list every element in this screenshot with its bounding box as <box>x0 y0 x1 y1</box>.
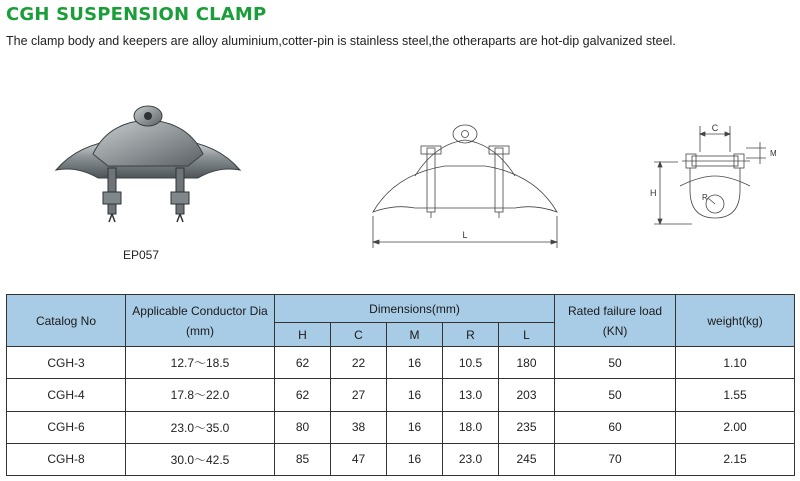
cell-dia: 12.7～18.5 <box>126 347 275 379</box>
cell-R: 13.0 <box>443 379 499 411</box>
cell-catalog: CGH-8 <box>7 443 126 475</box>
cell-H: 80 <box>275 411 331 443</box>
header-failure-load <box>555 295 676 347</box>
table-row <box>7 411 795 443</box>
cell-load: 50 <box>555 347 676 379</box>
cell-load: 60 <box>555 411 676 443</box>
cell-dia: 23.0～35.0 <box>126 411 275 443</box>
cell-weight: 2.00 <box>676 411 795 443</box>
clamp-photo <box>48 92 248 242</box>
table-row <box>7 347 795 379</box>
label-H: H <box>650 188 657 198</box>
front-view-drawing <box>355 104 575 254</box>
header-C: C <box>331 323 387 347</box>
cell-weight: 1.55 <box>676 379 795 411</box>
page-title: CGH SUSPENSION CLAMP <box>6 4 267 25</box>
cell-L: 245 <box>499 443 555 475</box>
cell-catalog: CGH-6 <box>7 411 126 443</box>
cell-load: 50 <box>555 379 676 411</box>
header-conductor-dia <box>126 295 275 347</box>
cell-weight: 2.15 <box>676 443 795 475</box>
cell-H: 62 <box>275 347 331 379</box>
header-H: H <box>275 323 331 347</box>
header-M: M <box>387 323 443 347</box>
header-conductor-line1: Applicable Conductor Dia <box>132 303 268 318</box>
label-M: M <box>770 149 777 158</box>
cell-L: 235 <box>499 411 555 443</box>
cell-C: 38 <box>331 411 387 443</box>
header-failure-line2: (KN) <box>602 323 628 338</box>
header-failure-line1: Rated failure load <box>568 303 663 318</box>
cell-L: 203 <box>499 379 555 411</box>
cell-C: 27 <box>331 379 387 411</box>
cell-M: 16 <box>387 379 443 411</box>
header-conductor-line2: (mm) <box>186 323 214 338</box>
cell-weight: 1.10 <box>676 347 795 379</box>
cell-L: 180 <box>499 347 555 379</box>
cell-C: 22 <box>331 347 387 379</box>
cell-load: 70 <box>555 443 676 475</box>
cell-catalog: CGH-3 <box>7 347 126 379</box>
product-description: The clamp body and keepers are alloy aluminium,cotter-pin is stainless steel,the otheraparts are hot-dip galvanized steel. <box>6 34 676 48</box>
table-row <box>7 443 795 475</box>
cell-dia: 30.0～42.5 <box>126 443 275 475</box>
spec-table <box>6 294 795 476</box>
side-view-drawing <box>630 118 780 258</box>
cell-R: 10.5 <box>443 347 499 379</box>
header-dimensions: Dimensions(mm) <box>275 295 555 323</box>
label-L: L <box>462 230 468 240</box>
label-C: C <box>711 123 719 133</box>
cell-M: 16 <box>387 411 443 443</box>
cell-C: 47 <box>331 443 387 475</box>
header-weight: weight(kg) <box>676 295 795 347</box>
cell-M: 16 <box>387 443 443 475</box>
cell-R: 23.0 <box>443 443 499 475</box>
cell-M: 16 <box>387 347 443 379</box>
photo-caption: EP057 <box>123 248 160 262</box>
cell-catalog: CGH-4 <box>7 379 126 411</box>
cell-R: 18.0 <box>443 411 499 443</box>
header-L: L <box>499 323 555 347</box>
header-R: R <box>443 323 499 347</box>
cell-H: 62 <box>275 379 331 411</box>
cell-H: 85 <box>275 443 331 475</box>
label-R: R <box>702 193 708 202</box>
table-row <box>7 379 795 411</box>
header-catalog-no: Catalog No <box>7 295 126 347</box>
cell-dia: 17.8～22.0 <box>126 379 275 411</box>
